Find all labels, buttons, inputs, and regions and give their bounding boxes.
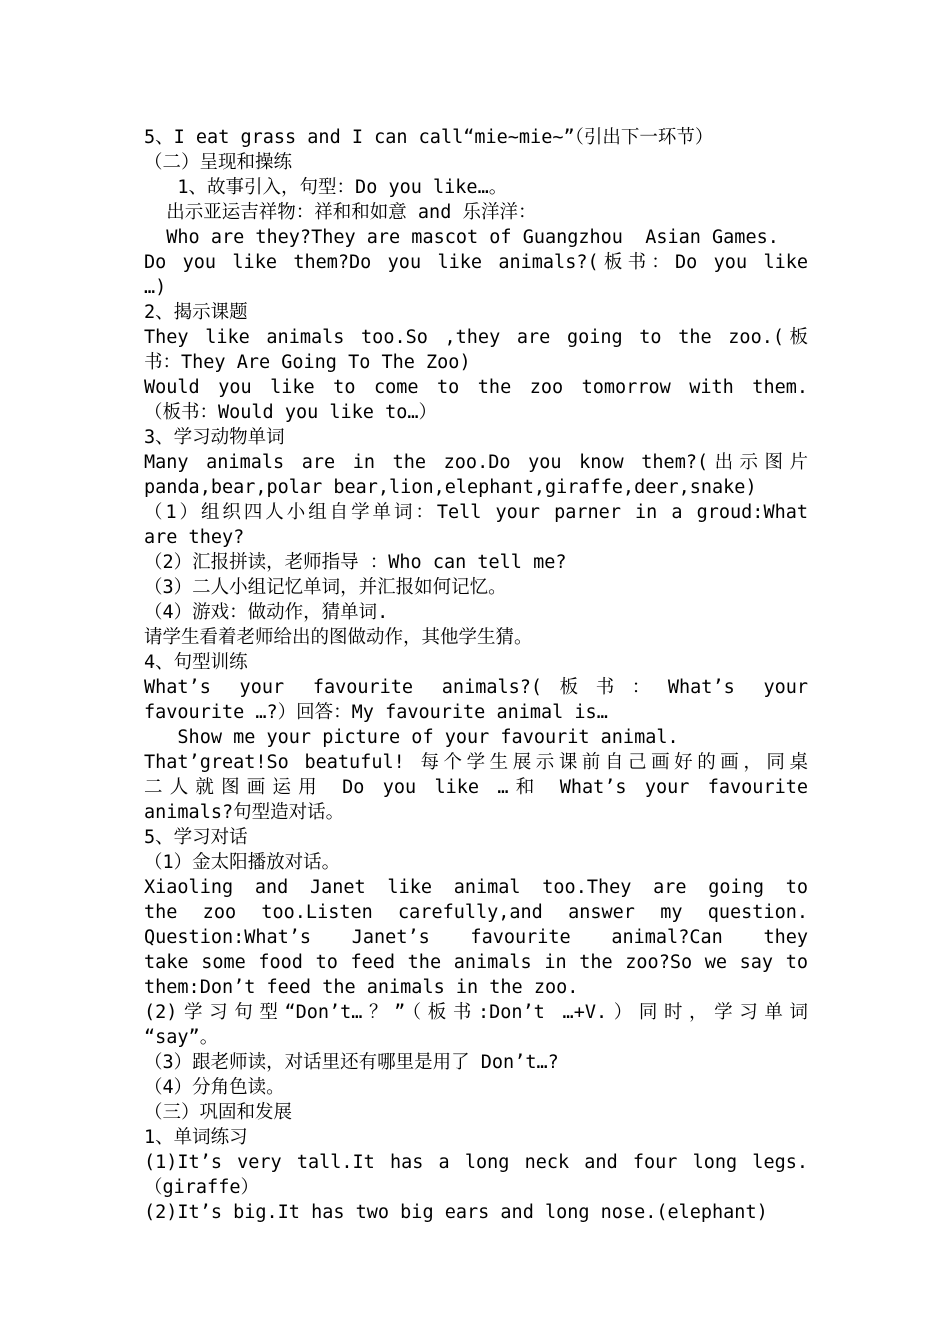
text-line: 请学生看着老师给出的图做动作，其他学生猜。 bbox=[144, 627, 533, 648]
text-line: …) bbox=[144, 277, 167, 298]
text-line: panda,bear,polar bear,lion,elephant,giraffe,deer,snake) bbox=[144, 477, 757, 498]
text-line: Would you like to come to the zoo tomorrow with them. bbox=[144, 377, 808, 398]
text-line: Show me your picture of your favourit animal. bbox=[144, 727, 679, 748]
text-line: 出示亚运吉祥物：祥和和如意 and 乐洋洋： bbox=[144, 202, 537, 223]
text-line: That’great!So beatuful! 每个学生展示课前自己画好的画，同桌 bbox=[144, 752, 808, 773]
text-line: “say”。 bbox=[144, 1027, 219, 1048]
text-line: Xiaoling and Janet like animal too.They are going to bbox=[144, 877, 808, 898]
text-line: Do you like them?Do you like animals?(板书：Do you like bbox=[144, 252, 808, 273]
section-heading: 2、揭示课题 bbox=[144, 302, 248, 323]
section-heading: 1、单词练习 bbox=[144, 1127, 248, 1148]
text-line: take some food to feed the animals in the zoo?So we say to bbox=[144, 952, 808, 973]
section-heading: （二）呈现和操练 bbox=[144, 152, 293, 173]
text-line: the zoo too.Listen carefully,and answer my question. bbox=[144, 902, 808, 923]
text-line: （2）汇报拼读，老师指导 ：Who can tell me? bbox=[144, 552, 567, 573]
text-line: them:Don’t feed the animals in the zoo. bbox=[144, 977, 579, 998]
section-heading: 3、学习动物单词 bbox=[144, 427, 285, 448]
text-line: 二人就图画运用 Do you like …和 What’s your favourite bbox=[144, 777, 808, 798]
text-line: （3）二人小组记忆单词，并汇报如何记忆。 bbox=[144, 577, 507, 598]
text-line: (1)It’s very tall.It has a long neck and four long legs. bbox=[144, 1152, 808, 1173]
text-line: （giraffe） bbox=[144, 1177, 259, 1198]
text-line: （1）金太阳播放对话。 bbox=[144, 852, 341, 873]
section-heading: 4、句型训练 bbox=[144, 652, 248, 673]
section-heading: （三）巩固和发展 bbox=[144, 1102, 293, 1123]
text-line: （4）分角色读。 bbox=[144, 1077, 285, 1098]
text-line: （3）跟老师读，对话里还有哪里是用了 Don’t…? bbox=[144, 1052, 559, 1073]
text-line: 1、故事引入，句型：Do you like…。 bbox=[144, 177, 508, 198]
text-line: （板书：Would you like to…） bbox=[144, 402, 437, 423]
text-line: favourite …?）回答：My favourite animal is… bbox=[144, 702, 608, 723]
text-line: （4）游戏：做动作，猜单词. bbox=[144, 602, 389, 623]
text-line: are they? bbox=[144, 527, 245, 548]
text-line: Question:What’s Janet’s favourite animal?Can they bbox=[144, 927, 808, 948]
text-line: animals?句型造对话。 bbox=[144, 802, 345, 823]
text-line: (2)学习句型“Don’t…？”（板书:Don’t …+V.）同时，学习单词 bbox=[144, 1002, 808, 1023]
text-line: They like animals too.So ,they are going to the zoo.(板 bbox=[144, 327, 808, 348]
text-line: 书：They Are Going To The Zoo) bbox=[144, 352, 471, 373]
section-heading: 5、学习对话 bbox=[144, 827, 248, 848]
text-line: 5、I eat grass and I can call“mie~mie~”（引出下一环节） bbox=[144, 127, 714, 148]
text-line: Many animals are in the zoo.Do you know them?(出示图片 bbox=[144, 452, 808, 473]
text-line: Who are they?They are mascot of Guangzhou Asian Games. bbox=[144, 227, 779, 248]
text-line: （1）组织四人小组自学单词：Tell your parner in a groud:What bbox=[144, 502, 808, 523]
text-line: (2)It’s big.It has two big ears and long nose.(elephant) bbox=[144, 1202, 768, 1223]
text-line: What’s your favourite animals?(板书：What’s your bbox=[144, 677, 808, 698]
